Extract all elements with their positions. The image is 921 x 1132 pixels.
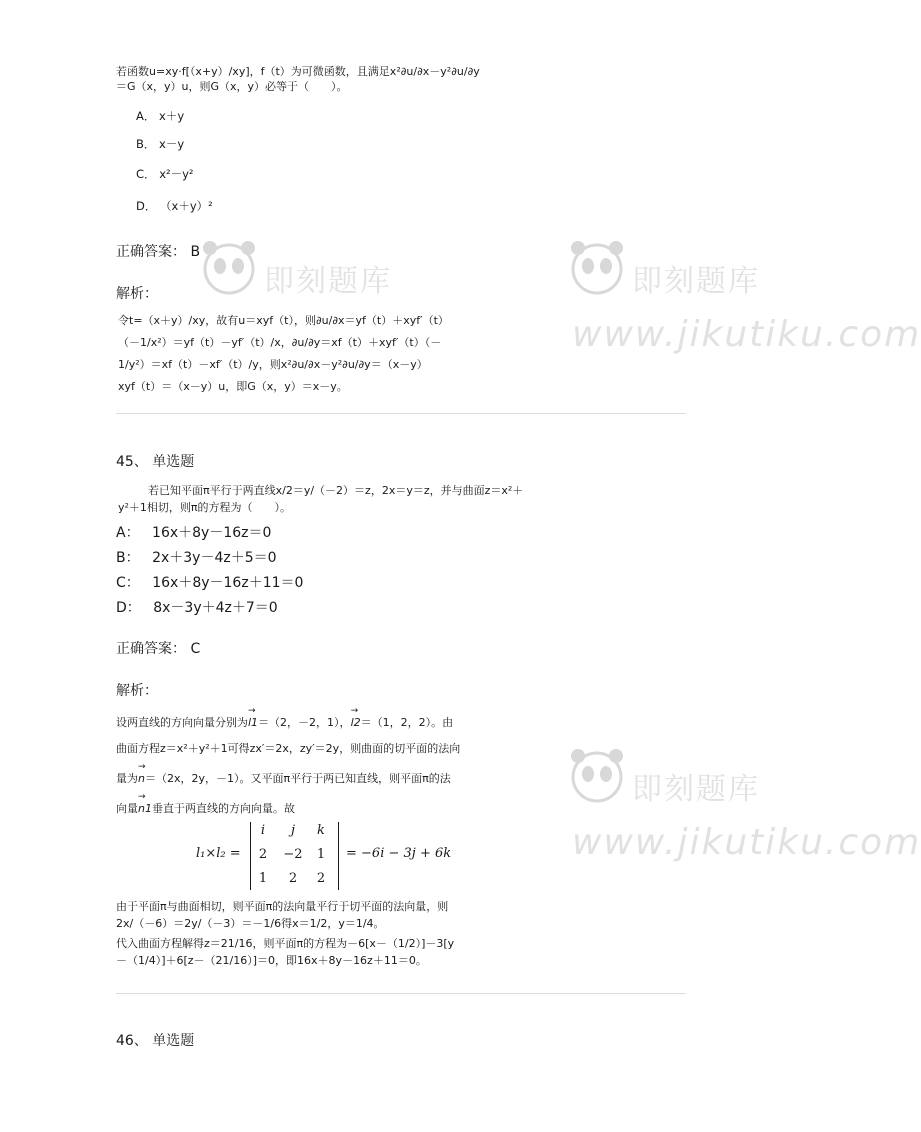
matrix-cell: −2	[283, 847, 303, 862]
q44-stem-line1: 若函数u=xy·f[（x+y）/xy]，f（t）为可微函数，且满足x²∂u/∂x－y²∂u/∂y	[116, 65, 480, 78]
watermark-text: 即刻题库	[632, 264, 760, 299]
q45-header: 45、 单选题	[116, 454, 195, 470]
divider	[116, 993, 686, 994]
analysis-line: 令t=（x＋y）/xy，故有u＝xyf（t），则∂u/∂x＝yf（t）＋xyf′（t）	[118, 314, 449, 327]
vector-l1: → l1	[248, 715, 258, 730]
q45-option-d[interactable]	[116, 597, 278, 617]
watermark-url: www.jikutiku.com	[572, 822, 921, 863]
q45-stem-line1: 若已知平面π平行于两直线x/2＝y/（－2）＝z，2x＝y＝z，并与曲面z＝x²＋	[148, 484, 524, 497]
option-letter: C：	[116, 575, 140, 591]
q45-stem-line2: y²＋1相切，则π的方程为（ ）。	[118, 501, 292, 514]
q44-stem	[116, 64, 556, 94]
q44-option-d[interactable]	[136, 198, 213, 214]
watermark	[200, 232, 410, 322]
matrix-rhs: = −6i − 3j + 6k	[346, 846, 452, 861]
watermark	[568, 740, 921, 870]
panda-icon	[568, 238, 626, 300]
option-letter: C．	[136, 167, 156, 181]
q45-correct-answer	[116, 638, 200, 658]
option-letter: B．	[136, 137, 156, 151]
watermark-text: 即刻题库	[632, 772, 760, 807]
answer-value: B	[190, 244, 201, 260]
matrix-cell: k	[317, 823, 325, 838]
option-letter: D．	[136, 199, 157, 213]
matrix-cell: 1	[316, 847, 326, 862]
q45-analysis-line3: 量为→ n＝（2x，2y，－1）。又平面π平行于两已知直线，则平面π的法	[116, 771, 451, 786]
matrix-cell: 1	[258, 871, 268, 886]
option-letter: D：	[116, 600, 141, 616]
option-text: 2x＋3y－4z＋5＝0	[152, 550, 277, 566]
analysis-line: 由于平面π与曲面相切，则平面π的法向量平行于切平面的法向量，则	[116, 900, 449, 913]
q45-analysis-tail	[116, 898, 516, 969]
vector-n1: → n1	[138, 801, 152, 816]
q45-option-c[interactable]	[116, 572, 303, 592]
q45-analysis-line1: 设两直线的方向向量分别为→ l1＝（2，－2，1），→ l2＝（1，2，2）。由	[116, 715, 453, 730]
option-text: 16x＋8y－16z＝0	[152, 525, 272, 541]
option-text: x－y	[159, 137, 185, 151]
matrix-cell: 2	[288, 871, 298, 886]
analysis-line: 2x/（－6）＝2y/（－3）＝－1/6得x＝1/2，y＝1/4。	[116, 917, 385, 930]
analysis-line: xyf（t）＝（x－y）u，即G（x，y）＝x－y。	[118, 380, 348, 393]
q44-option-b[interactable]	[136, 136, 184, 152]
q44-option-c[interactable]	[136, 166, 194, 182]
matrix-cell: 2	[258, 847, 268, 862]
option-text: x＋y	[159, 109, 185, 123]
q45-analysis-line4: 向量→ n1垂直于两直线的方向向量。故	[116, 801, 295, 816]
answer-label: 正确答案：	[116, 641, 186, 657]
answer-label: 正确答案：	[116, 244, 186, 260]
panda-icon	[568, 746, 626, 808]
analysis-line: （－1/x²）＝yf（t）－yf′（t）/x，∂u/∂y＝xf（t）＋xyf′（t）（－	[118, 336, 442, 349]
q46-header: 46、 单选题	[116, 1033, 195, 1049]
analysis-line: 代入曲面方程解得z＝21/16，则平面π的方程为－6[x－（1/2）]－3[y	[116, 937, 455, 950]
watermark-url: www.jikutiku.com	[572, 314, 921, 355]
q45-option-a[interactable]	[116, 522, 271, 542]
option-letter: A：	[116, 525, 140, 541]
q44-stem-line2: ＝G（x，y）u，则G（x，y）必等于（ ）。	[116, 80, 348, 93]
panda-icon	[200, 238, 258, 300]
analysis-line: 1/y²）＝xf（t）－xf′（t）/y，则x²∂u/∂x－y²∂u/∂y＝（x－y）	[118, 358, 428, 371]
matrix-cell: j	[290, 823, 296, 838]
matrix-right-bar	[338, 822, 339, 890]
q44-correct-answer	[116, 241, 200, 261]
q45-stem	[118, 482, 568, 516]
matrix-cell: 2	[316, 871, 326, 886]
vector-l2: → l2	[351, 715, 361, 730]
divider	[116, 413, 686, 414]
option-text: 16x＋8y－16z＋11＝0	[152, 575, 304, 591]
answer-value: C	[190, 641, 201, 657]
watermark-text: 即刻题库	[264, 264, 392, 299]
q45-analysis-label: 解析：	[116, 683, 158, 699]
option-letter: A．	[136, 109, 156, 123]
option-text: x²－y²	[159, 167, 194, 181]
q45-analysis-line2: 曲面方程z＝x²＋y²＋1可得zx′＝2x，zy′＝2y，则曲面的切平面的法向	[116, 742, 461, 755]
option-letter: B：	[116, 550, 140, 566]
watermark	[568, 232, 921, 362]
matrix-cell: i	[260, 823, 266, 838]
q44-option-a[interactable]	[136, 108, 184, 124]
option-text: （x＋y）²	[160, 199, 213, 213]
q44-analysis	[118, 310, 498, 398]
analysis-line: －（1/4）]＋6[z－（21/16）]＝0，即16x＋8y－16z＋11＝0。	[116, 954, 427, 967]
vector-n: → n	[138, 771, 145, 786]
matrix-lhs: l₁×l₂ =	[196, 846, 241, 861]
cross-product-formula	[196, 818, 452, 892]
q45-option-b[interactable]	[116, 547, 277, 567]
option-text: 8x－3y＋4z＋7＝0	[153, 600, 278, 616]
q44-analysis-label: 解析：	[116, 286, 158, 302]
